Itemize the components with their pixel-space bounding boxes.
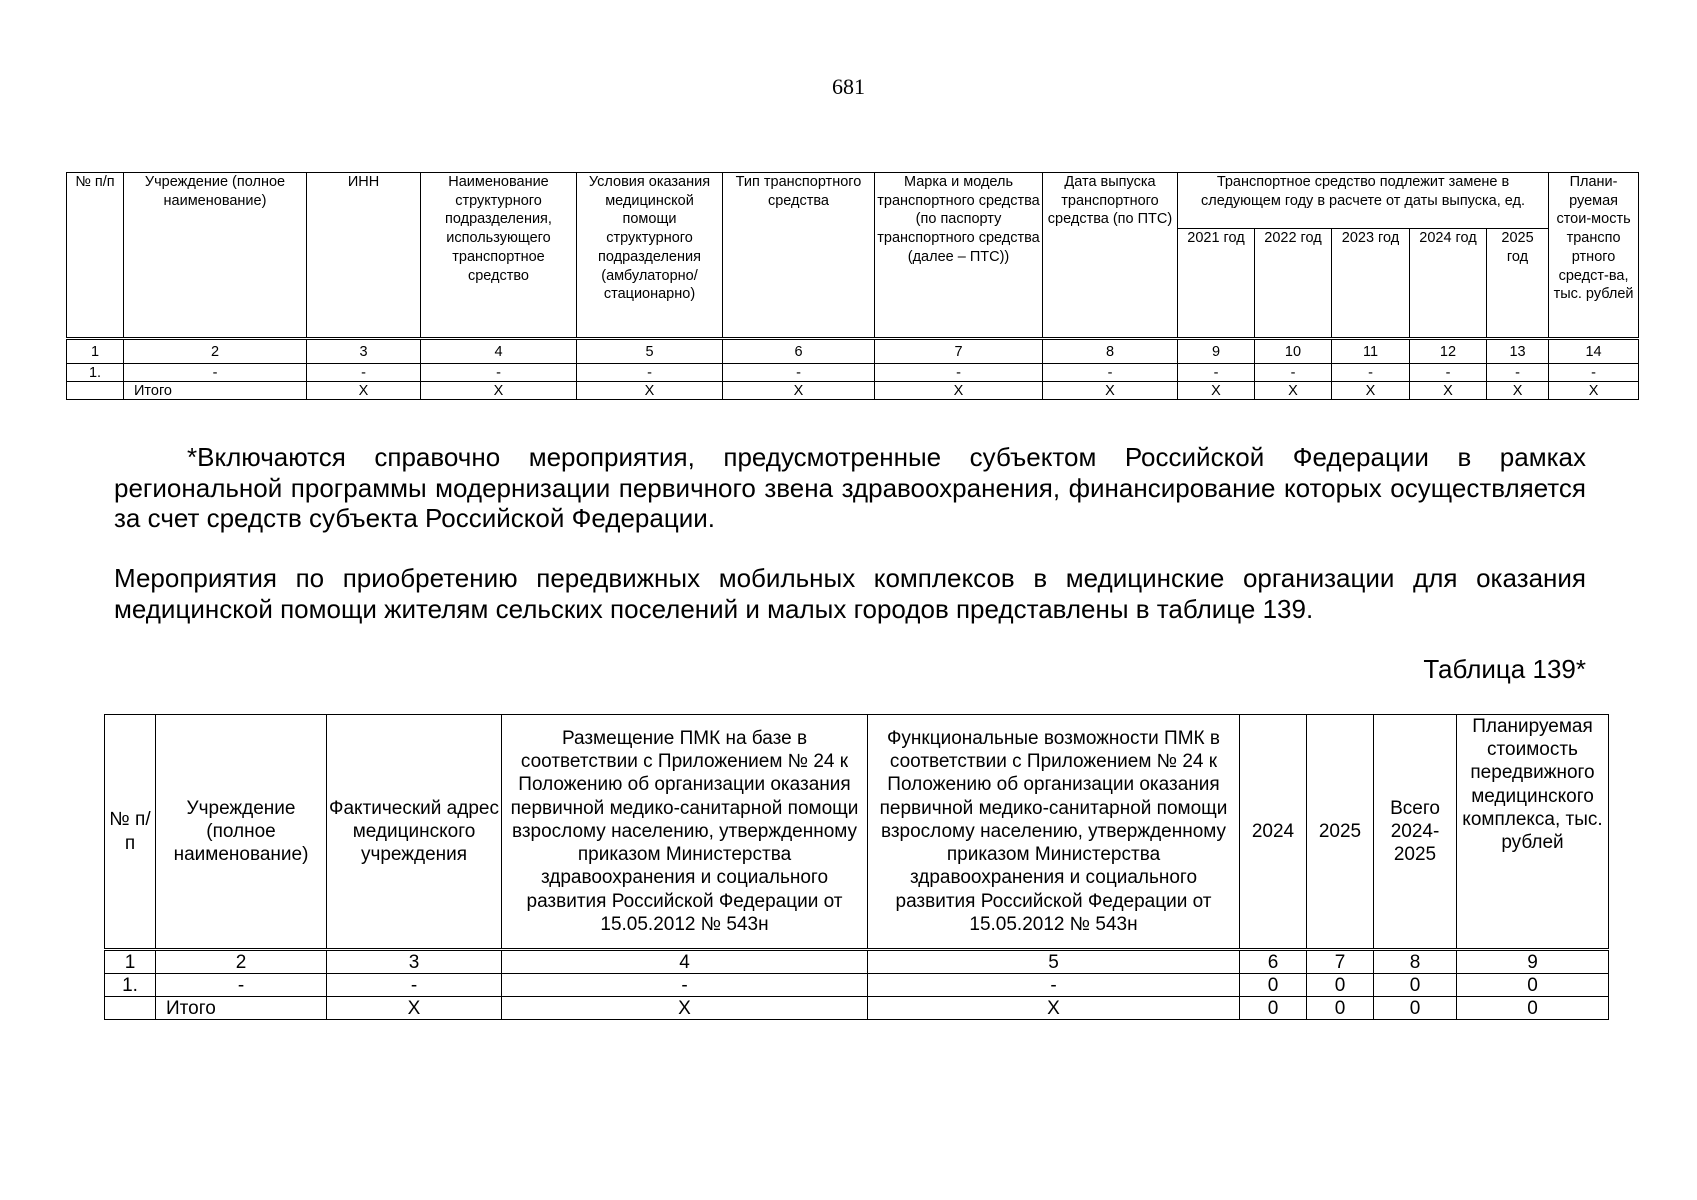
table-cell: 0 [1240, 974, 1307, 997]
vehicle-replacement-table [66, 172, 1639, 400]
table-cell: Х [1549, 382, 1639, 400]
header-cost: Плани-руемая стои-мость транспо ртного средст-ва, тыс. рублей [1549, 173, 1639, 339]
column-number: 5 [868, 950, 1240, 974]
table-cell: 0 [1457, 997, 1609, 1020]
column-number: 7 [875, 339, 1043, 364]
header-year: 2025 год [1487, 229, 1549, 339]
table-cell: Х [327, 997, 502, 1020]
table-cell: - [124, 364, 307, 382]
header-replacement: Транспортное средство подлежит замене в следующем году в расчете от даты выпуска, ед. [1178, 173, 1549, 229]
total-row [67, 382, 1639, 400]
column-number: 10 [1255, 339, 1332, 364]
column-number: 9 [1457, 950, 1609, 974]
column-number: 3 [327, 950, 502, 974]
table-cell: - [1255, 364, 1332, 382]
table-cell: 0 [1307, 974, 1374, 997]
column-number: 8 [1374, 950, 1457, 974]
table-cell: Х [1255, 382, 1332, 400]
mobile-complex-table [104, 714, 1609, 1020]
header-year-2024: 2024 [1240, 715, 1307, 950]
table-cell: 1. [67, 364, 124, 382]
table-cell: Х [421, 382, 577, 400]
column-number: 14 [1549, 339, 1639, 364]
column-number: 9 [1178, 339, 1255, 364]
header-total-years: Всего 2024-2025 [1374, 715, 1457, 950]
table-cell: - [421, 364, 577, 382]
header-institution: Учреждение (полное наименование) [124, 173, 307, 339]
header-year: 2024 год [1410, 229, 1487, 339]
column-numbers-row [105, 950, 1609, 974]
table-cell: 0 [1307, 997, 1374, 1020]
table-cell: 0 [1374, 974, 1457, 997]
table-cell: Х [1178, 382, 1255, 400]
total-row [105, 997, 1609, 1020]
table-cell: Х [1487, 382, 1549, 400]
column-number: 3 [307, 339, 421, 364]
header-functions: Функциональные возможности ПМК в соответствии с Приложением № 24 к Положению об организации оказания первичной медико-санитарной помощи взрослому населению, утвержденному приказом Министерства здравоохранения и социального развития Российской Федерации от 15.05.2012 № 543н [868, 715, 1240, 950]
table-cell: Х [577, 382, 723, 400]
table-cell: - [307, 364, 421, 382]
table-cell: Х [875, 382, 1043, 400]
column-number: 11 [1332, 339, 1410, 364]
column-number: 1 [105, 950, 156, 974]
table-cell: - [327, 974, 502, 997]
table-cell: - [875, 364, 1043, 382]
header-year: 2023 год [1332, 229, 1410, 339]
header-model: Марка и модель транспортного средства (по паспорту транспортного средства (далее – ПТС)) [875, 173, 1043, 339]
table-cell [105, 997, 156, 1020]
table-cell: - [502, 974, 868, 997]
page-number: 681 [832, 74, 865, 99]
column-number: 5 [577, 339, 723, 364]
table-cell: - [868, 974, 1240, 997]
table-cell: - [1487, 364, 1549, 382]
info-paragraph: Мероприятия по приобретению передвижных мобильных комплексов в медицинские организации для оказания медицинской помощи жителям сельских поселений и малых городов представлены в таблице 139. [114, 563, 1586, 624]
header-unit: Наименование структурного подразделения, использующего транспортное средство [421, 173, 577, 339]
table-cell: 0 [1240, 997, 1307, 1020]
column-number: 7 [1307, 950, 1374, 974]
header-year: 2022 год [1255, 229, 1332, 339]
table-cell: 0 [1374, 997, 1457, 1020]
header-institution: Учреждение (полное наименование) [156, 715, 327, 950]
table-cell: - [1178, 364, 1255, 382]
header-year: 2021 год [1178, 229, 1255, 339]
column-number: 2 [124, 339, 307, 364]
table-cell: 0 [1457, 974, 1609, 997]
table-caption: Таблица 139* [1423, 654, 1586, 684]
footnote-paragraph: *Включаются справочно мероприятия, предусмотренные субъектом Российской Федерации в рамках региональной программы модернизации первичного звена здравоохранения, финансирование которых осуществляется за счет средств субъекта Российской Федерации. [114, 442, 1586, 533]
column-numbers-row [67, 339, 1639, 364]
table-cell: Х [307, 382, 421, 400]
table-cell: Х [1410, 382, 1487, 400]
header-vehicle-type: Тип транспортного средства [723, 173, 875, 339]
table-cell: - [1332, 364, 1410, 382]
table-cell: Х [502, 997, 868, 1020]
table-cell: Х [1043, 382, 1178, 400]
column-number: 8 [1043, 339, 1178, 364]
column-number: 4 [421, 339, 577, 364]
table-cell: - [577, 364, 723, 382]
header-placement: Размещение ПМК на базе в соответствии с Приложением № 24 к Положению об организации оказания первичной медико-санитарной помощи взрослому населению, утвержденному приказом Министерства здравоохранения и социального развития Российской Федерации от 15.05.2012 № 543н [502, 715, 868, 950]
total-label: Итого [124, 382, 307, 400]
header-inn: ИНН [307, 173, 421, 339]
table-cell: - [1549, 364, 1639, 382]
table-cell: 1. [105, 974, 156, 997]
table-cell: Х [868, 997, 1240, 1020]
column-number: 6 [1240, 950, 1307, 974]
column-number: 1 [67, 339, 124, 364]
total-label: Итого [156, 997, 327, 1020]
table-cell: - [156, 974, 327, 997]
column-number: 4 [502, 950, 868, 974]
column-number: 13 [1487, 339, 1549, 364]
header-num: № п/п [105, 715, 156, 950]
table-cell: - [723, 364, 875, 382]
table-cell: Х [723, 382, 875, 400]
table-cell: - [1410, 364, 1487, 382]
table-cell: Х [1332, 382, 1410, 400]
header-conditions: Условия оказания медицинской помощи структурного подразделения (амбулаторно/ стационарно) [577, 173, 723, 339]
table-cell [67, 382, 124, 400]
column-number: 6 [723, 339, 875, 364]
header-release-date: Дата выпуска транспортного средства (по ПТС) [1043, 173, 1178, 339]
header-year-2025: 2025 [1307, 715, 1374, 950]
column-number: 12 [1410, 339, 1487, 364]
table-row [105, 974, 1609, 997]
header-address: Фактический адрес медицинского учреждения [327, 715, 502, 950]
header-num: № п/п [67, 173, 124, 339]
table-row [67, 364, 1639, 382]
column-number: 2 [156, 950, 327, 974]
table-cell: - [1043, 364, 1178, 382]
header-cost: Планируемая стоимость передвижного медицинского комплекса, тыс. рублей [1457, 715, 1609, 950]
